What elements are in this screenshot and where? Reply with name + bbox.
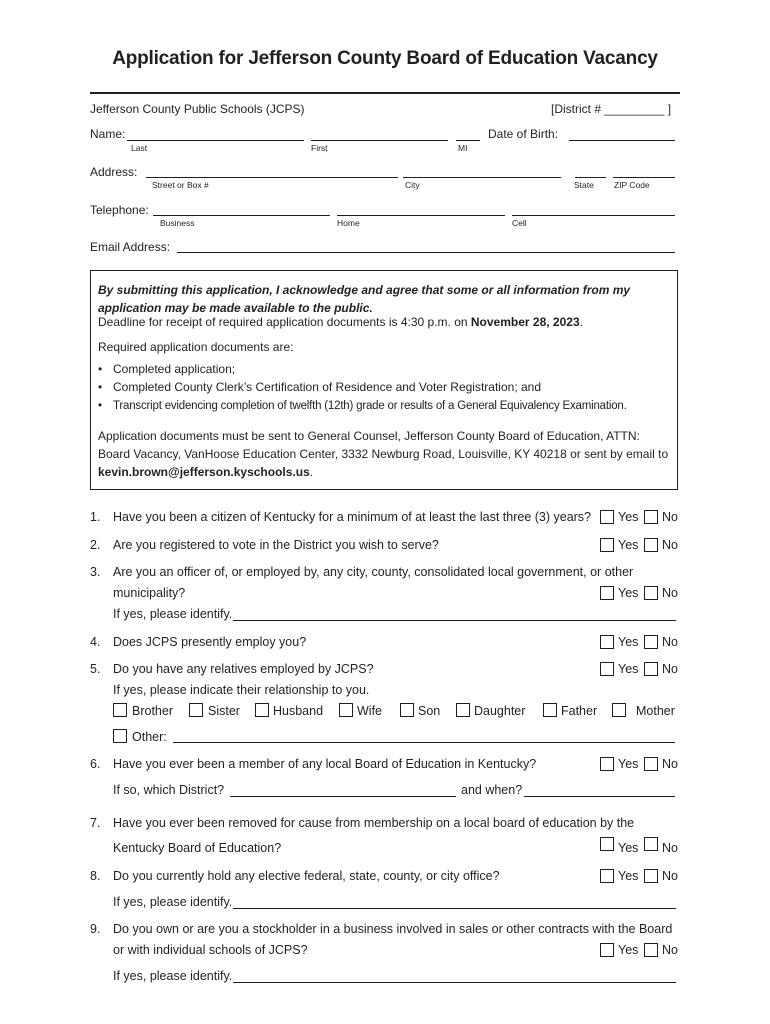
q1-text: Have you been a citizen of Kentucky for a minimum of at least the last three (3) years?	[113, 510, 592, 524]
q5-number: 5.	[90, 662, 101, 676]
q7-yes-checkbox[interactable]	[600, 837, 614, 851]
deadline-text	[98, 313, 671, 331]
deadline-suffix: .	[579, 315, 583, 329]
street-input[interactable]	[146, 177, 398, 178]
notice-box	[90, 270, 678, 490]
q4-text: Does JCPS presently employ you?	[113, 635, 307, 649]
relation-sister-checkbox[interactable]	[189, 703, 203, 717]
q3-no-label: No	[662, 586, 678, 600]
q5-text: Do you have any relatives employed by JCPS?	[113, 662, 374, 676]
q3-no-checkbox[interactable]	[644, 586, 658, 600]
send-text: Application documents must be sent to General Counsel, Jefferson County Board of Education, ATTN: Board Vacancy, VanHoose Education Center, 3332 Newburg Road, Louisville, KY 40218 or sent by email to	[98, 429, 669, 461]
bullet-1: • Completed application;	[113, 360, 671, 378]
q3-text-line1: Are you an officer of, or employed by, any city, county, consolidated local government, or other	[113, 565, 634, 579]
q5-sub-text: If yes, please indicate their relationship to you.	[113, 683, 370, 697]
cell-phone-input[interactable]	[512, 215, 675, 216]
contact-email[interactable]: kevin.brown@jefferson.kyschools.us	[98, 465, 310, 479]
first-caption: First	[311, 143, 328, 153]
state-input[interactable]	[575, 177, 606, 178]
relation-wife-checkbox[interactable]	[339, 703, 353, 717]
state-caption: State	[574, 180, 594, 190]
q4-number: 4.	[90, 635, 101, 649]
bullet-3: • Transcript evidencing completion of twelfth (12th) grade or results of a General Equivalency Examination.	[113, 397, 671, 415]
address-label: Address:	[90, 165, 138, 179]
home-caption: Home	[337, 218, 360, 228]
relation-husband-checkbox[interactable]	[255, 703, 269, 717]
q1-no-label: No	[662, 510, 678, 524]
q6-text: Have you ever been a member of any local Board of Education in Kentucky?	[113, 757, 537, 771]
q6-district-label: If so, which District?	[113, 783, 225, 797]
relation-other-checkbox[interactable]	[113, 729, 127, 743]
q4-yes-checkbox[interactable]	[600, 635, 614, 649]
send-instructions	[98, 427, 671, 481]
telephone-label: Telephone:	[90, 203, 149, 217]
q8-yes-label: Yes	[618, 869, 639, 883]
street-caption: Street or Box #	[152, 180, 209, 190]
q1-number: 1.	[90, 510, 101, 524]
q2-yes-checkbox[interactable]	[600, 538, 614, 552]
bullet-2: • Completed County Clerk’s Certification of Residence and Voter Registration; and	[113, 378, 671, 396]
q7-text-line2: Kentucky Board of Education?	[113, 841, 282, 855]
q9-no-checkbox[interactable]	[644, 943, 658, 957]
last-caption: Last	[131, 143, 148, 153]
q3-identify-input[interactable]	[233, 620, 676, 621]
district-field[interactable]: [District # _________ ]	[551, 102, 672, 116]
q1-no-checkbox[interactable]	[644, 510, 658, 524]
relation-sister-label: Sister	[208, 704, 240, 718]
q7-text-line1: Have you ever been removed for cause from membership on a local board of education by the	[113, 816, 635, 830]
q9-yes-checkbox[interactable]	[600, 943, 614, 957]
mi-input[interactable]	[456, 140, 480, 141]
q3-identify-label: If yes, please identify.	[113, 607, 233, 621]
q8-identify-input[interactable]	[233, 908, 676, 909]
q6-district-input[interactable]	[230, 796, 456, 797]
q6-yes-label: Yes	[618, 757, 639, 771]
required-intro: Required application documents are:	[98, 340, 294, 354]
deadline-prefix: Deadline for receipt of required application documents is 4:30 p.m. on	[98, 315, 471, 329]
dob-label: Date of Birth:	[488, 127, 559, 141]
q2-no-checkbox[interactable]	[644, 538, 658, 552]
last-name-input[interactable]	[127, 140, 304, 141]
q6-when-input[interactable]	[524, 796, 675, 797]
send-suffix: .	[309, 465, 314, 479]
relation-father-label: Father	[561, 704, 598, 718]
org-name: Jefferson County Public Schools (JCPS)	[90, 102, 305, 116]
q1-yes-label: Yes	[618, 510, 639, 524]
q5-no-label: No	[662, 662, 678, 676]
q9-text-line2: or with individual schools of JCPS?	[113, 943, 308, 957]
q4-no-checkbox[interactable]	[644, 635, 658, 649]
mi-caption: MI	[458, 143, 468, 153]
q8-no-label: No	[662, 869, 678, 883]
relation-brother-checkbox[interactable]	[113, 703, 127, 717]
dob-input[interactable]	[569, 140, 675, 141]
q9-no-label: No	[662, 943, 678, 957]
q4-yes-label: Yes	[618, 635, 639, 649]
relation-husband-label: Husband	[273, 704, 324, 718]
acknowledgement-text: By submitting this application, I acknowledge and agree that some or all information from my application may be made available to the public.	[98, 283, 631, 315]
relation-son-checkbox[interactable]	[400, 703, 414, 717]
q7-yes-label: Yes	[618, 841, 639, 855]
q6-when-label: and when?	[461, 783, 523, 797]
relation-son-label: Son	[418, 704, 441, 718]
relation-father-checkbox[interactable]	[543, 703, 557, 717]
title-rule	[90, 92, 680, 94]
business-caption: Business	[160, 218, 195, 228]
q5-yes-checkbox[interactable]	[600, 662, 614, 676]
relation-wife-label: Wife	[357, 704, 382, 718]
zip-input[interactable]	[613, 177, 675, 178]
q6-number: 6.	[90, 757, 101, 771]
relation-daughter-checkbox[interactable]	[456, 703, 470, 717]
relation-other-label: Other:	[132, 730, 167, 744]
home-phone-input[interactable]	[337, 215, 505, 216]
q7-no-label: No	[662, 841, 678, 855]
q9-identify-label: If yes, please identify.	[113, 969, 233, 983]
q6-no-checkbox[interactable]	[644, 757, 658, 771]
q3-number: 3.	[90, 565, 101, 579]
q8-text: Do you currently hold any elective federal, state, county, or city office?	[113, 869, 500, 883]
q5-yes-label: Yes	[618, 662, 639, 676]
q2-yes-label: Yes	[618, 538, 639, 552]
q5-no-checkbox[interactable]	[644, 662, 658, 676]
q3-yes-label: Yes	[618, 586, 639, 600]
q7-number: 7.	[90, 816, 101, 830]
q6-yes-checkbox[interactable]	[600, 757, 614, 771]
relation-daughter-label: Daughter	[474, 704, 526, 718]
zip-caption: ZIP Code	[614, 180, 650, 190]
q9-yes-label: Yes	[618, 943, 639, 957]
q9-text-line1: Do you own or are you a stockholder in a business involved in sales or other contracts with the Board	[113, 922, 673, 936]
q2-text: Are you registered to vote in the District you wish to serve?	[113, 538, 439, 552]
city-caption: City	[405, 180, 420, 190]
email-label: Email Address:	[90, 240, 171, 254]
q4-no-label: No	[662, 635, 678, 649]
relation-mother-label: Mother	[636, 704, 675, 718]
q3-text-line2: municipality?	[113, 586, 186, 600]
relation-brother-label: Brother	[132, 704, 173, 718]
q8-number: 8.	[90, 869, 101, 883]
q8-identify-label: If yes, please identify.	[113, 895, 233, 909]
name-label: Name:	[90, 127, 126, 141]
q3-yes-checkbox[interactable]	[600, 586, 614, 600]
q8-yes-checkbox[interactable]	[600, 869, 614, 883]
city-input[interactable]	[403, 177, 561, 178]
relation-mother-checkbox[interactable]	[612, 703, 626, 717]
q7-no-checkbox[interactable]	[644, 837, 658, 851]
q9-identify-input[interactable]	[233, 982, 676, 983]
q1-yes-checkbox[interactable]	[600, 510, 614, 524]
q8-no-checkbox[interactable]	[644, 869, 658, 883]
cell-caption: Cell	[512, 218, 527, 228]
email-input[interactable]	[177, 252, 675, 253]
first-name-input[interactable]	[311, 140, 448, 141]
relation-other-input[interactable]	[173, 742, 675, 743]
q2-no-label: No	[662, 538, 678, 552]
q9-number: 9.	[90, 922, 101, 936]
deadline-date: November 28, 2023	[470, 315, 580, 329]
q2-number: 2.	[90, 538, 101, 552]
q6-no-label: No	[662, 757, 678, 771]
page-title: Application for Jefferson County Board of Education Vacancy	[112, 48, 658, 69]
business-phone-input[interactable]	[153, 215, 330, 216]
